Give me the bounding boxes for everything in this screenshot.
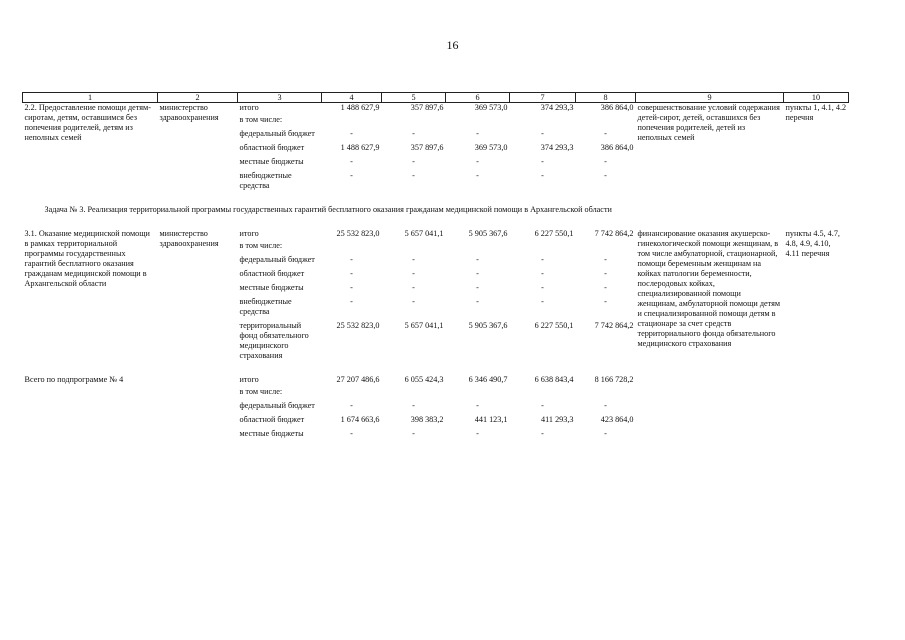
value-cell: - <box>350 269 353 278</box>
spacer-row <box>23 361 849 375</box>
value-cell: - <box>476 269 479 278</box>
funding-source: итого <box>239 375 259 384</box>
funding-source: областной бюджет <box>239 143 305 152</box>
value-cell: 7 742 864,2 <box>594 321 634 330</box>
value-cell: - <box>541 269 544 278</box>
value-cell: 357 897,6 <box>410 143 444 152</box>
page-number: 16 <box>446 38 459 52</box>
funding-source: итого <box>239 103 259 112</box>
table-row <box>23 375 849 385</box>
value-cell: - <box>412 429 415 438</box>
value-cell: 411 293,3 <box>541 415 574 424</box>
funding-source: в том числе: <box>239 387 283 396</box>
value-cell: - <box>412 283 415 292</box>
value-cell: - <box>476 401 479 410</box>
program-table <box>22 92 849 439</box>
value-cell: - <box>541 297 544 306</box>
value-cell: 5 657 041,1 <box>404 321 444 330</box>
funding-source: в том числе: <box>239 115 283 124</box>
value-cell: - <box>604 283 607 292</box>
value-cell: - <box>412 255 415 264</box>
measure-name: 3.1. Оказание медицинской помощи в рамках территориальной программы государственных гарантий бесплатного оказания гражданам медицинской помощи в Архангельской области <box>24 229 150 288</box>
funding-source: внебюджетные средства <box>239 297 292 316</box>
value-cell: - <box>350 129 353 138</box>
value-cell: 423 864,0 <box>600 415 634 424</box>
funding-source: местные бюджеты <box>239 157 304 166</box>
reference: пункты 1, 4.1, 4.2 перечня <box>785 103 847 122</box>
value-cell: - <box>412 171 415 180</box>
value-cell: - <box>412 269 415 278</box>
task-heading-row <box>23 191 849 229</box>
value-cell: - <box>350 255 353 264</box>
value-cell: - <box>476 171 479 180</box>
value-cell: - <box>541 401 544 410</box>
value-cell: - <box>350 171 353 180</box>
value-cell: - <box>476 429 479 438</box>
value-cell: - <box>541 283 544 292</box>
funding-source: федеральный бюджет <box>239 129 315 138</box>
value-cell: 398 383,2 <box>410 415 444 424</box>
value-cell: 1 674 663,6 <box>340 415 380 424</box>
funding-source: местные бюджеты <box>239 283 304 292</box>
column-number: 4 <box>322 93 382 103</box>
value-cell: - <box>350 429 353 438</box>
value-cell: 1 488 627,9 <box>340 143 380 152</box>
funding-source: областной бюджет <box>239 415 305 424</box>
column-number: 8 <box>576 93 636 103</box>
value-cell: - <box>541 129 544 138</box>
value-cell: - <box>476 283 479 292</box>
column-number: 2 <box>158 93 238 103</box>
reference: пункты 4.5, 4.7, 4.8, 4.9, 4.10, 4.11 перечня <box>785 229 840 258</box>
value-cell: - <box>350 297 353 306</box>
value-cell: - <box>412 157 415 166</box>
value-cell: 374 293,3 <box>540 103 574 112</box>
value-cell: 27 207 486,6 <box>336 375 380 384</box>
value-cell: - <box>350 157 353 166</box>
column-number: 5 <box>382 93 446 103</box>
funding-source: территориальный фонд обязательного медицинского страхования <box>239 321 309 360</box>
executor: министерство здравоохранения <box>159 103 219 122</box>
column-numbers-row <box>23 93 849 103</box>
value-cell: 1 488 627,9 <box>340 103 380 112</box>
value-cell: - <box>604 171 607 180</box>
value-cell: - <box>412 297 415 306</box>
value-cell: - <box>476 255 479 264</box>
value-cell: - <box>604 297 607 306</box>
value-cell: 25 532 823,0 <box>336 321 380 330</box>
value-cell: 7 742 864,2 <box>594 229 634 238</box>
value-cell: - <box>476 129 479 138</box>
column-number: 6 <box>446 93 510 103</box>
value-cell: - <box>476 157 479 166</box>
measure-name: 2.2. Предоставление помощи детям-сиротам, детям, оставшимся без попечения родителей, детям из неполных семей <box>24 103 151 142</box>
total-label: Всего по подпрограмме № 4 <box>24 375 124 384</box>
value-cell: 6 055 424,3 <box>404 375 444 384</box>
funding-source: федеральный бюджет <box>239 401 315 410</box>
funding-source: итого <box>239 229 259 238</box>
value-cell: - <box>412 129 415 138</box>
table-row <box>23 229 849 239</box>
value-cell: 25 532 823,0 <box>336 229 380 238</box>
executor: министерство здравоохранения <box>159 229 219 248</box>
value-cell: 6 227 550,1 <box>534 321 574 330</box>
column-number: 7 <box>510 93 576 103</box>
value-cell: - <box>350 283 353 292</box>
expected-result: совершенствование условий содержания детей-сирот, детей, оставшихся без попечения родителей, детей из неполных семей <box>637 103 780 142</box>
expected-result: финансирование оказания акушерско-гинекологической помощи женщинам, в том числе амбулаторной, стационарной, помощи беременным женщинам на койках патологии беременности, послеродовых койках, специализированной помощи женщинам, амбулаторной помощи детям и специализированной помощи детям в стационаре за счет средств территориального фонда обязательного медицинского страхования <box>637 229 781 348</box>
task-title: Задача № 3. Реализация территориальной программы государственных гарантий бесплатного оказания гражданам медицинской помощи в Архангельской области <box>44 205 612 214</box>
funding-source: федеральный бюджет <box>239 255 315 264</box>
value-cell: - <box>604 157 607 166</box>
value-cell: 357 897,6 <box>410 103 444 112</box>
value-cell: - <box>604 269 607 278</box>
value-cell: 6 638 843,4 <box>534 375 574 384</box>
value-cell: 5 905 367,6 <box>468 229 508 238</box>
value-cell: 8 166 728,2 <box>594 375 634 384</box>
value-cell: - <box>476 297 479 306</box>
column-number: 3 <box>238 93 322 103</box>
value-cell: 441 123,1 <box>474 415 508 424</box>
value-cell: 374 293,3 <box>540 143 574 152</box>
value-cell: 369 573,0 <box>474 103 508 112</box>
value-cell: - <box>541 171 544 180</box>
value-cell: - <box>541 255 544 264</box>
value-cell: - <box>604 255 607 264</box>
value-cell: 6 346 490,7 <box>468 375 508 384</box>
value-cell: - <box>541 157 544 166</box>
table-row <box>23 103 849 114</box>
column-number: 1 <box>23 93 158 103</box>
value-cell: - <box>604 129 607 138</box>
value-cell: - <box>350 401 353 410</box>
value-cell: 5 657 041,1 <box>404 229 444 238</box>
funding-source: в том числе: <box>239 241 283 250</box>
value-cell: - <box>412 401 415 410</box>
value-cell: 6 227 550,1 <box>534 229 574 238</box>
value-cell: - <box>604 401 607 410</box>
value-cell: 386 864,0 <box>600 103 634 112</box>
value-cell: 386 864,0 <box>600 143 634 152</box>
value-cell: - <box>541 429 544 438</box>
funding-source: областной бюджет <box>239 269 305 278</box>
column-number: 9 <box>636 93 784 103</box>
value-cell: 369 573,0 <box>474 143 508 152</box>
funding-source: местные бюджеты <box>239 429 304 438</box>
value-cell: 5 905 367,6 <box>468 321 508 330</box>
column-number: 10 <box>784 93 849 103</box>
funding-source: внебюджетные средства <box>239 171 292 190</box>
value-cell: - <box>604 429 607 438</box>
